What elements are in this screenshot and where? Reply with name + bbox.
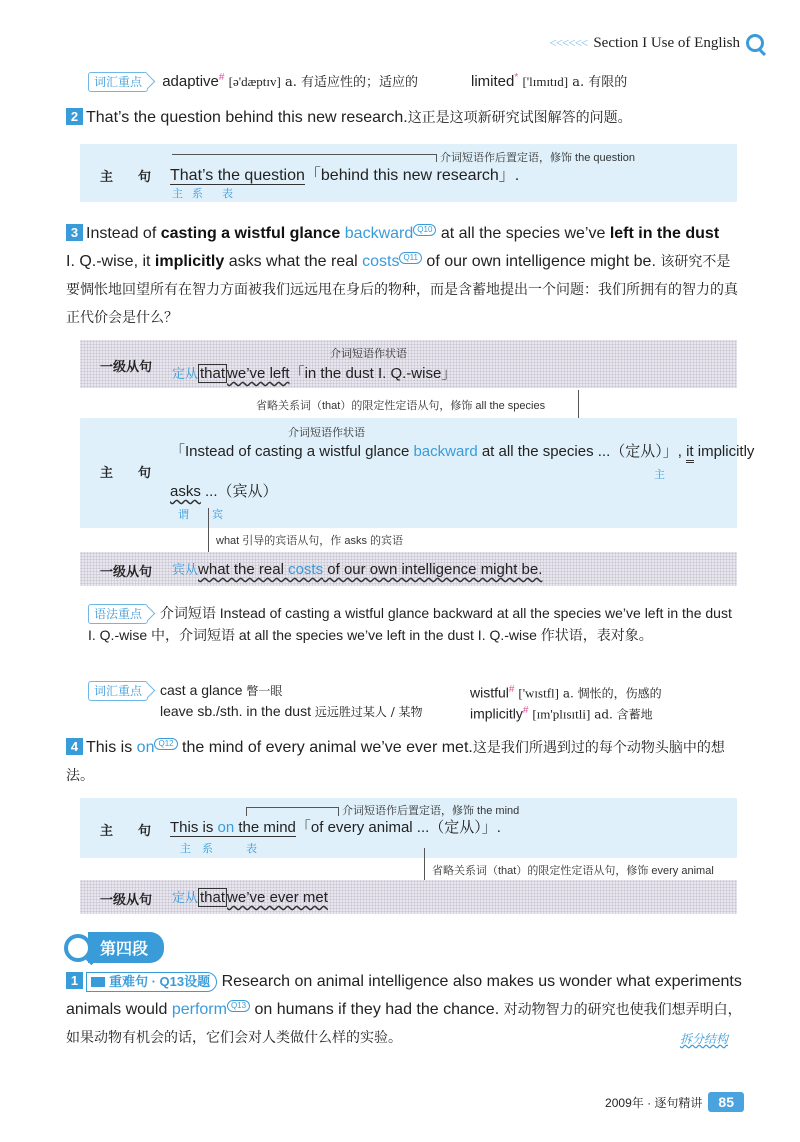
vocab-row-2: 词汇重点 cast a glance 瞥一眼 leave sb./sth. in the dust 远远胜过某人 / 某物 wistful# ['wɪstfl] a. 惆怅的，伤感的 implicitly# [ɪm'plɪsɪtli] ad. 含蓄地 [88, 680, 748, 722]
panel-label: 主 句 [100, 169, 158, 184]
sentence-number: 2 [66, 108, 83, 125]
panel-label: 一级从句 [100, 564, 153, 579]
split-structure-link[interactable]: 拆分结构 [680, 1032, 729, 1046]
grammar-tag: 语法重点 [88, 604, 148, 624]
annotation-line: 省略关系词（that）的限定性定语从句，修饰 every animal [432, 865, 714, 877]
key-sentence-badge: 重难句 · Q13设题 [86, 972, 217, 992]
sentence-number: 3 [66, 224, 83, 241]
sentence-2: 2 That’s the question behind this new research.这正是这项新研究试图解答的问题。 [66, 104, 746, 132]
vocab-word: limited [471, 73, 515, 90]
panel-label: 一级从句 [100, 359, 153, 374]
running-header [549, 34, 764, 52]
sentence-number: 1 [66, 972, 83, 989]
question-marker: Q10 [413, 224, 436, 236]
panel-label: 主 句 [100, 823, 158, 838]
keyword-backward: backward [344, 225, 414, 242]
vocab-row-1: 词汇重点 adaptive# [ə'dæptɪv] a. 有适应性的；适应的 limited* ['lɪmɪtɪd] a. 有限的 [88, 68, 748, 93]
sentence-5: 1 重难句 · Q13设题 Research on animal intelligence also makes us wonder what experiments animals would perform Q13 on humans if they had the chance. 对动物智力的研究也使我们想弄明白，如果动物有机会的话，它们会对人类做什么样的实验。 [66, 973, 742, 1046]
keyword-costs: costs [362, 253, 400, 270]
analysis-panel-main: 主 句 介词短语作后置定语，修饰 the question That’s the question「behind this new research」. 主 系 表 [80, 144, 737, 202]
panel-label: 一级从句 [100, 892, 153, 907]
header-arrows: <<<<<< [549, 35, 588, 50]
page-footer [605, 1092, 744, 1112]
vocab-tag: 词汇重点 [88, 72, 148, 92]
header-title: Section I Use of English [593, 34, 740, 51]
analysis-panel-clause: 一级从句 介词短语作状语 定从 that we’ve left「in the dust I. Q.-wise」 [80, 340, 737, 388]
sentence-3: 3 Instead of casting a wistful glance backward Q10 at all the species we’ve left in the dust I. Q.-wise, it implicitly asks what the real costs Q11 of our own intelligence might be. 该研究不是要惆怅地回望所有在智力方面被我们远远甩在身后的物种，而是含蓄地提出一个问题：我们所拥有的智力的真正代价会是什么？ [66, 225, 738, 326]
analysis-panel-main: 主 句 介词短语作后置定语，修饰 the mind This is on the mind「of every animal ...（定从）」. 主 系 表 [80, 798, 737, 858]
vocab-word: adaptive [162, 73, 219, 90]
sentence-4: 4 This is on Q12 the mind of every animal we’ve ever met.这是我们所遇到过的每个动物头脑中的想法。 [66, 739, 725, 784]
annotation-line: what 引导的宾语从句，作 asks 的宾语 [216, 535, 404, 547]
panel-label: 主 句 [100, 465, 158, 480]
vocab-tag: 词汇重点 [88, 681, 148, 701]
analysis-panel-clause: 一级从句 定从 that we’ve ever met [80, 880, 737, 914]
annotation-line: 省略关系词（that）的限定性定语从句，修饰 all the species [256, 400, 546, 412]
analysis-panel-main: 主 句 介词短语作状语 「Instead of casting a wistful glance backward at all the species ...（定从）」, it implicitly 主 asks ...（宾从） 谓 宾 [80, 418, 737, 528]
question-marker: Q11 [399, 252, 422, 264]
flag-icon [91, 977, 105, 987]
section-heading [64, 932, 164, 963]
magnifier-icon [64, 934, 92, 962]
question-marker: Q12 [154, 738, 177, 750]
keyword-on: on [136, 739, 155, 756]
footer-text: 2009年 · 逐句精讲 [605, 1095, 703, 1110]
keyword-perform: perform [171, 1001, 227, 1018]
grammar-note: 语法重点 介词短语 Instead of casting a wistful glance backward at all the species we’ve left in the dust I. Q.-wise 中，介词短语 at all the species we’ve left in the dust I. Q.-wise 作状语，表对象。 [88, 605, 732, 643]
magnifier-icon [746, 34, 764, 52]
section-title: 第四段 [88, 932, 164, 963]
analysis-panel-clause: 一级从句 宾从what the real costs of our own intelligence might be. [80, 552, 737, 586]
sentence-number: 4 [66, 738, 83, 755]
page-number: 85 [708, 1092, 744, 1112]
question-marker: Q13 [227, 1000, 250, 1012]
